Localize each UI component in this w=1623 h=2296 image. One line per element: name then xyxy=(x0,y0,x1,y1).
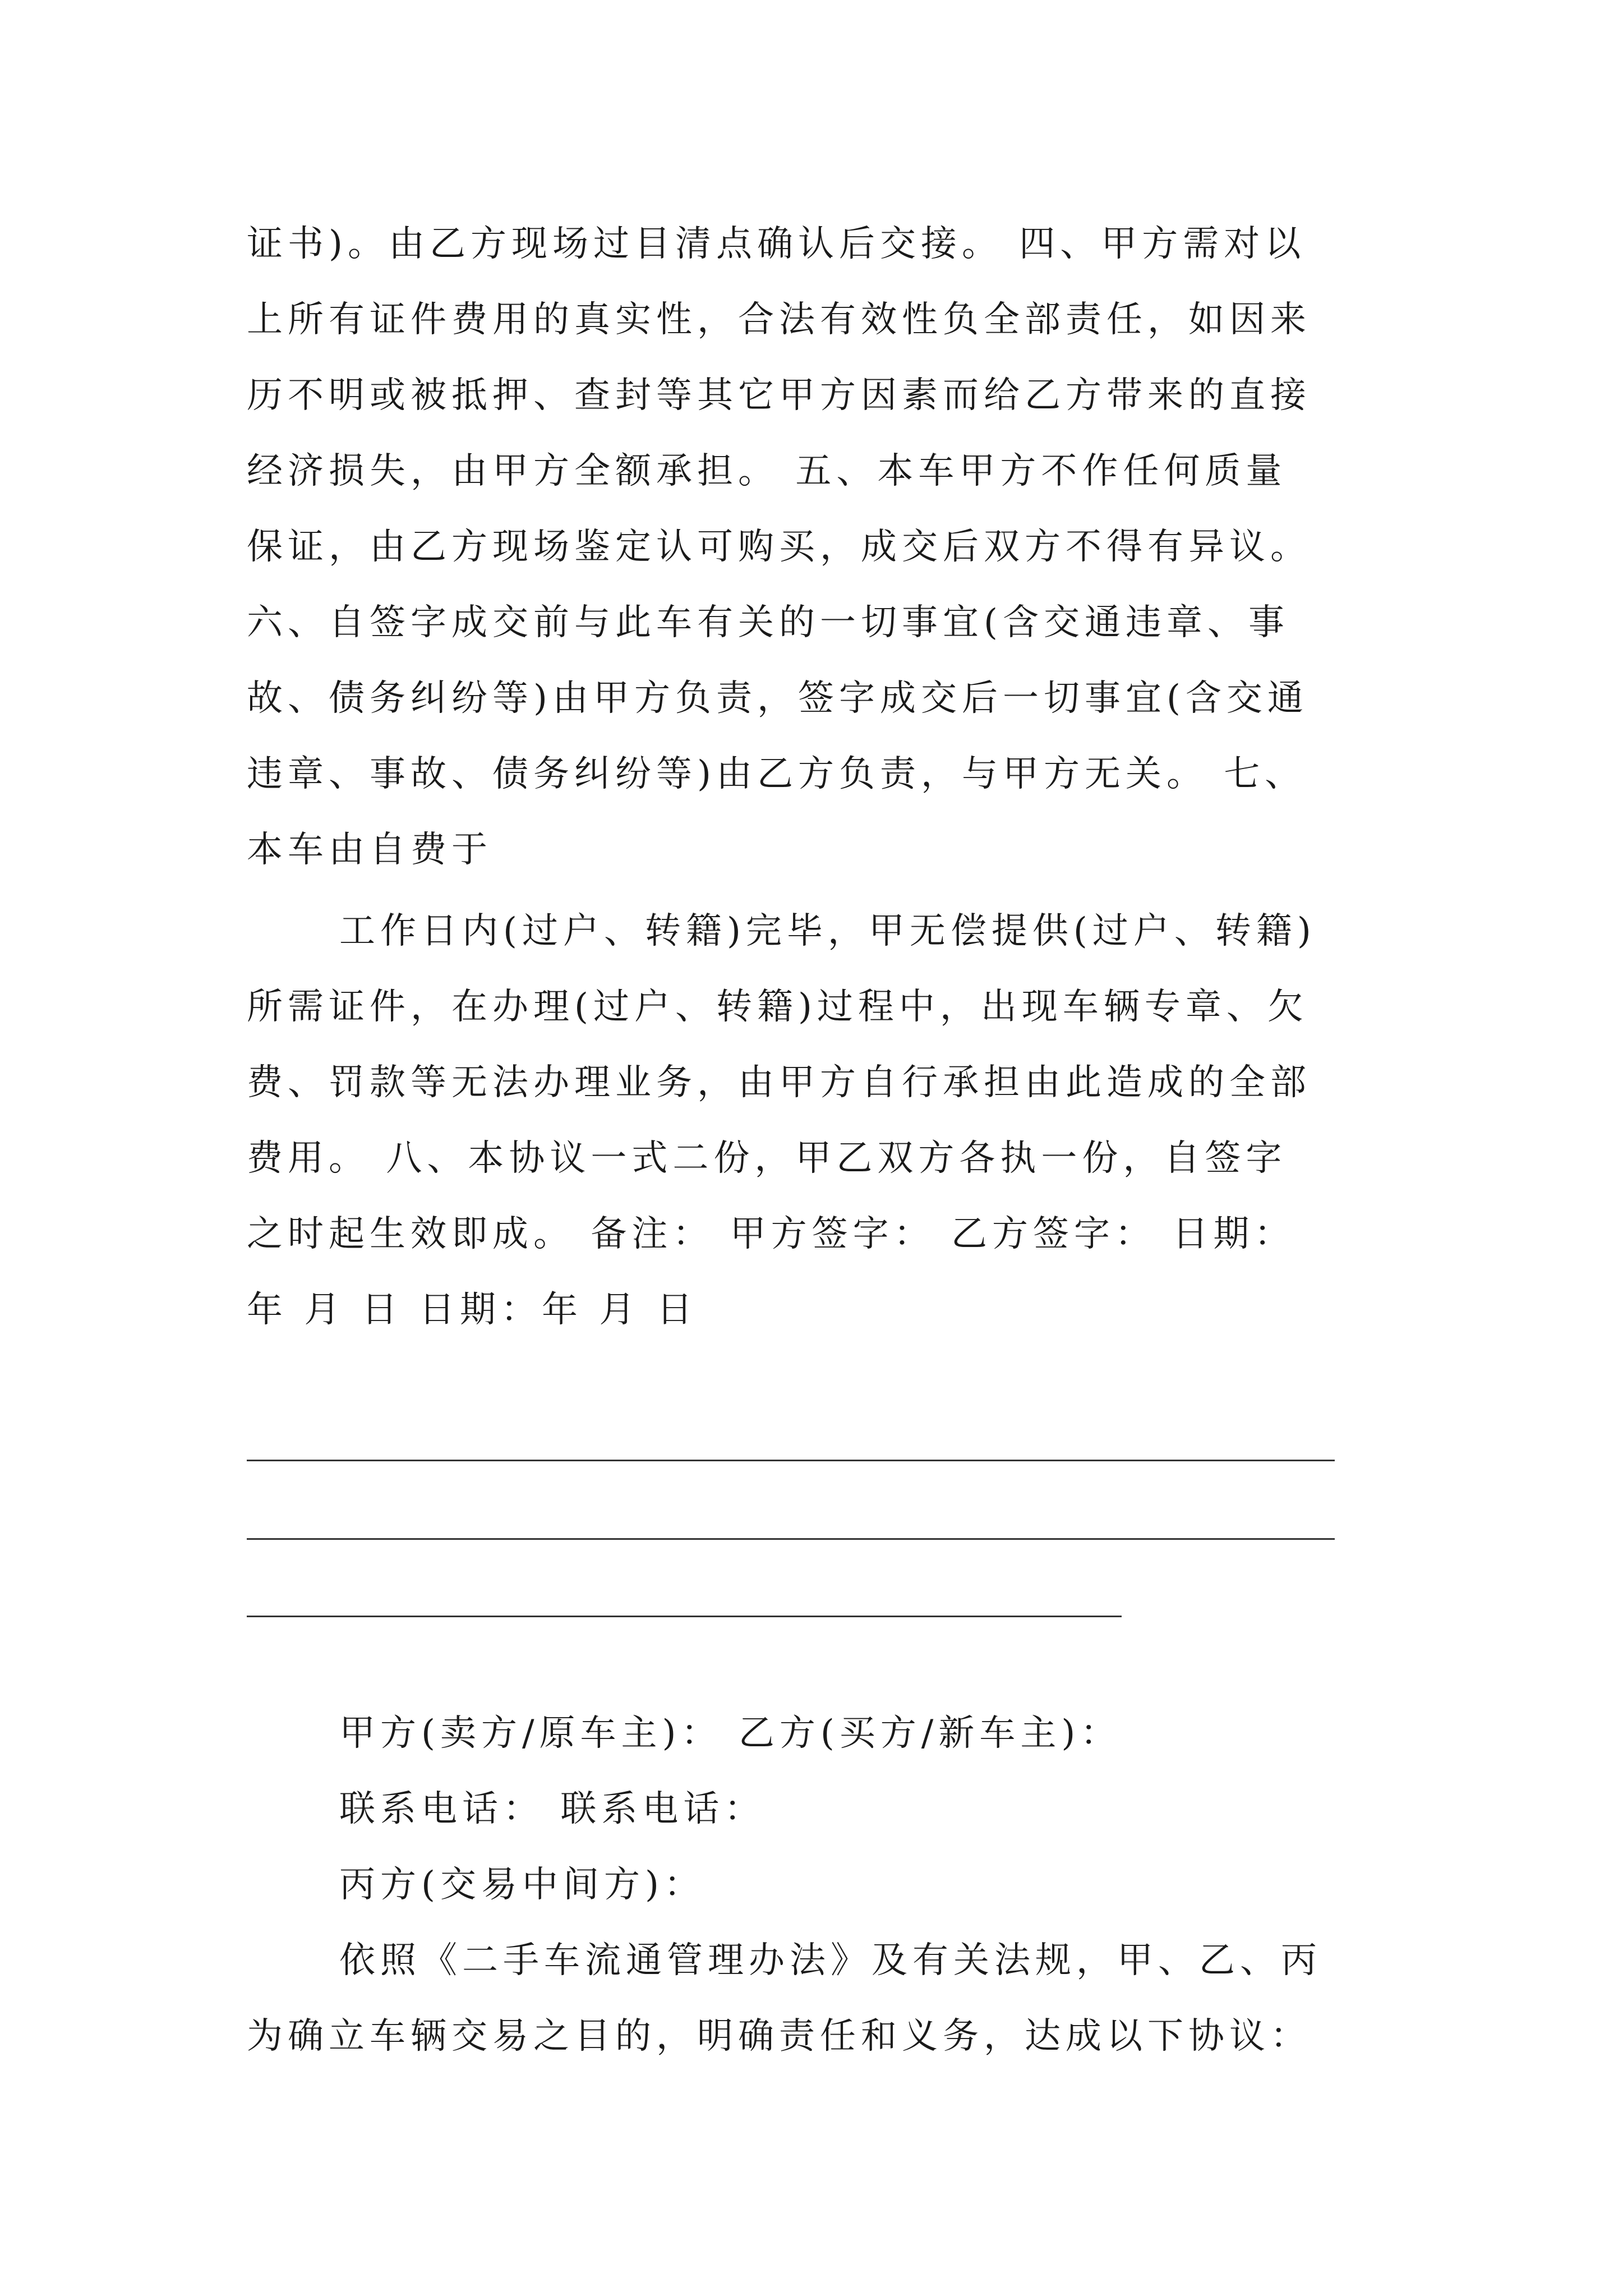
body-text-line: 违章、事故、债务纠纷等)由乙方负责，与甲方无关。 七、 xyxy=(247,753,1306,795)
body-text-line: 历不明或被抵押、查封等其它甲方因素而给乙方带来的直接 xyxy=(247,375,1311,416)
fill-in-rule-1 xyxy=(247,1460,1335,1461)
body-text-line: 费用。 八、本协议一式二份，甲乙双方各执一份，自签字 xyxy=(247,1138,1287,1179)
body-text-line: 六、自签字成交前与此车有关的一切事宜(含交通违章、事 xyxy=(247,602,1289,643)
body-text-line: 为确立车辆交易之目的，明确责任和义务，达成以下协议： xyxy=(247,2016,1311,2057)
paragraph-first-line: 工作日内(过户、转籍)完毕，甲无偿提供(过户、转籍) xyxy=(339,910,1316,952)
body-text-line: 保证，由乙方现场鉴定认可购买，成交后双方不得有异议。 xyxy=(247,526,1311,568)
body-text-line: 证书)。由乙方现场过目清点确认后交接。 四、甲方需对以 xyxy=(247,223,1306,265)
body-text-line: 费、罚款等无法办理业务，由甲方自行承担由此造成的全部 xyxy=(247,1062,1311,1103)
party-c-line: 丙方(交易中间方)： xyxy=(339,1864,705,1906)
body-text-line: 之时起生效即成。 备注： 甲方签字： 乙方签字： 日期： xyxy=(247,1213,1295,1255)
fill-in-rule-2 xyxy=(247,1538,1335,1540)
fill-in-rule-3 xyxy=(247,1616,1122,1617)
body-text-line: 上所有证件费用的真实性，合法有效性负全部责任，如因来 xyxy=(247,299,1311,341)
body-text-line: 故、债务纠纷等)由甲方负责，签字成交后一切事宜(含交通 xyxy=(247,678,1308,719)
date-line: 年 月 日 日期：年 月 日 xyxy=(247,1289,698,1331)
contact-phone-line: 联系电话： 联系电话： xyxy=(339,1788,766,1830)
body-text-line: 所需证件，在办理(过户、转籍)过程中，出现车辆专章、欠 xyxy=(247,986,1308,1028)
party-a-b-line: 甲方(卖方/原车主)： 乙方(买方/新车主)： xyxy=(339,1713,1122,1754)
body-text-line: 本车由自费于 xyxy=(247,829,492,871)
paragraph-first-line: 依照《二手车流通管理办法》及有关法规，甲、乙、丙 xyxy=(339,1940,1322,1981)
body-text-line: 经济损失，由甲方全额承担。 五、本车甲方不作任何质量 xyxy=(247,450,1287,492)
